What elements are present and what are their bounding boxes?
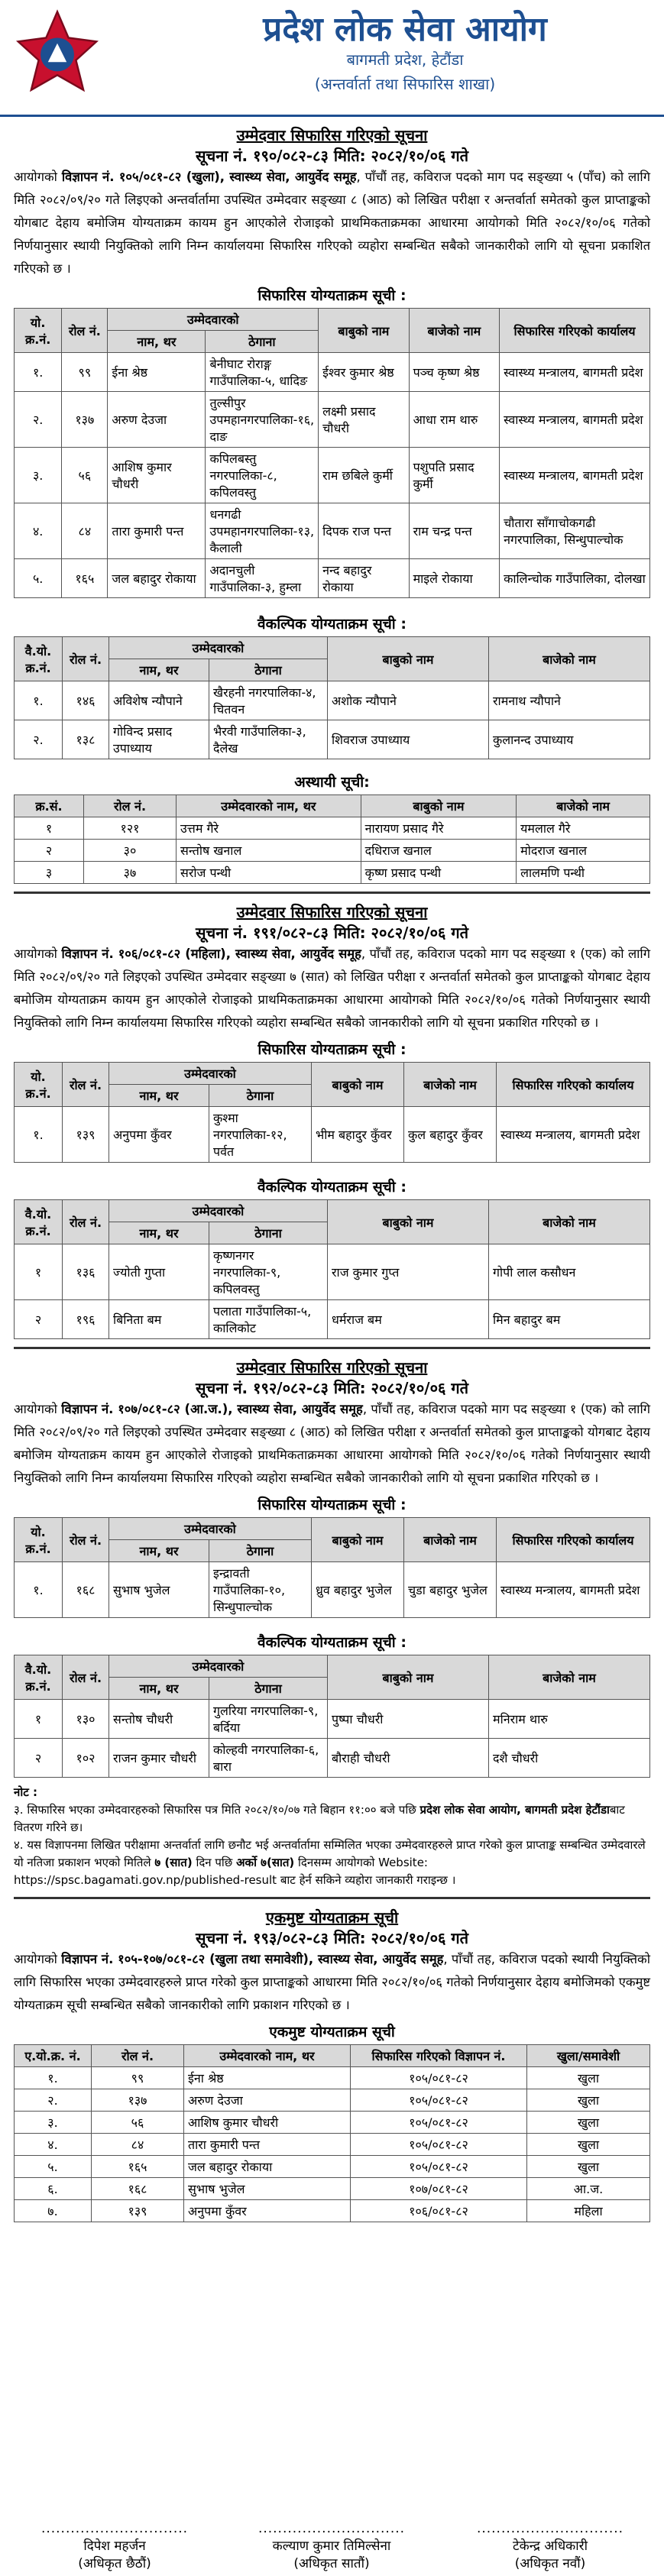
cell-sn: २ <box>15 840 84 862</box>
cell-group: खुला <box>527 2134 650 2156</box>
cell-father: दधिराज खनाल <box>361 840 516 862</box>
cell-gf: मनिराम थारु <box>489 1700 650 1739</box>
cell-name: अविशेष न्यौपाने <box>109 681 209 720</box>
cell-sn: ३. <box>15 448 62 503</box>
table-row <box>15 1300 650 1339</box>
cell-roll: १६८ <box>63 1562 109 1618</box>
notice4-number: सूचना नं. १९३/०८२-८३ मिति: २०८२/१०/०६ गते <box>195 1929 468 1947</box>
divider <box>14 1897 650 1899</box>
cell-addr: धनगढी उपमहानगरपालिका-१३, कैलाली <box>206 503 319 559</box>
cell-name: आशिष कुमार चौधरी <box>184 2112 351 2134</box>
table-row <box>15 1700 650 1739</box>
cell-group: महिला <box>527 2200 650 2222</box>
cell-adv: १०५/०८१-८२ <box>351 2134 527 2156</box>
notice3-number: सूचना नं. १९२/०८२-८३ मिति: २०८२/१०/०६ गते <box>195 1379 468 1397</box>
cell-roll: १६५ <box>62 559 108 598</box>
notes-label: नोट : <box>14 1785 37 1799</box>
cell-father: भीम बहादुर कुँवर <box>312 1107 404 1163</box>
table-row <box>15 720 650 759</box>
cell-name: राजन कुमार चौधरी <box>109 1739 209 1778</box>
cell-roll: १६५ <box>92 2156 184 2178</box>
cell-roll: ३७ <box>84 862 177 884</box>
cell-name: उत्तम गैरे <box>177 817 361 840</box>
header <box>0 0 664 117</box>
cell-roll: १४६ <box>63 681 109 720</box>
org-section: (अन्तर्वार्ता तथा सिफारिस शाखा) <box>314 75 496 93</box>
cell-addr: कुश्मा नगरपालिका-१२, पर्वत <box>209 1107 312 1163</box>
table-row <box>15 1107 650 1163</box>
cell-father: बौराही चौधरी <box>328 1739 489 1778</box>
divider <box>14 1347 650 1349</box>
cell-addr: कृष्णनगर नगरपालिका-९, कपिलवस्तु <box>209 1244 328 1300</box>
cell-group: खुला <box>527 2156 650 2178</box>
notice1-paragraph: आयोगको विज्ञापन नं. १०५/०८१-८२ (खुला), स्वास्थ्य सेवा, आयुर्वेद समूह, पाँचौं तह, कविराज पदको माग पद सङ्ख्या ५ (पाँच) को लागि मिति २०८२/०९/२० गते लिइएको अन्तर्वार्तामा उपस्थित उम्मेदवार सङ्ख्या ८ (आठ) को लिखित परीक्षा र अन्तर्वार्ता समेतको कुल प्राप्ताङ्कको योगबाट देहाय बमोजिम योग्यताक्रम कायम हुन आएकोले रोजाइको प्राथमिकताक्रमका आधारमा आयोगको मिति २०८२/१०/०६ गतेको निर्णयानुसार स्थायी नियुक्तिको लागि निम्न कार्यालयमा सिफारिस गरिएको व्यहोरा सम्बन्धित सबैको जानकारीको लागि यो सूचना प्रकाशित गरिएको छ । <box>14 170 651 276</box>
notice2-number: सूचना नं. १९१/०८२-८३ मिति: २०८२/१०/०६ गते <box>195 924 468 942</box>
table-row <box>15 2112 650 2134</box>
table-row <box>15 2134 650 2156</box>
cell-sn: २. <box>15 392 62 448</box>
cell-roll: १३९ <box>92 2200 184 2222</box>
cell-sn: ५. <box>15 2156 92 2178</box>
cell-office: स्वास्थ्य मन्त्रालय, बागमती प्रदेश <box>497 1107 650 1163</box>
cell-father: नारायण प्रसाद गैरे <box>361 817 516 840</box>
cell-father: राज कुमार गुप्त <box>328 1244 489 1300</box>
notice1-merit-table: यो. क्र.नं. रोल नं. उम्मेदवारको बाबुको नाम बाजेको नाम सिफारिस गरिएको कार्यालय नाम, थर ठेगाना १. ९९ ईना श्रेष्ठ बेनीघाट रोराङ्ग गाउँपालिका-५, धादिङ ईश्वर कुमार श्रेष्ठ पञ्च कृष्ण श्रेष्ठ स्वास्थ्य मन्त्रालय, बागमती प्रदेश २. १३७ अरुण देउजा तुल्सीपुर उपमहानगरपालिका-१६, दाङ लक्ष्मी प्रसाद चौधरी आधा राम थारु स्वास्थ्य मन्त्रालय, बागमती प्रदेश ३. ५६ आशिष कुमार चौधरी कपिलबस्तु नगरपालिका-८, कपिलवस्तु राम छबिले कुर्मी पशुपति प्रसाद कुर्मी स्वास्थ्य मन्त्रालय, बागमती प्रदेश ४. ८४ तारा कुमारी पन्त धनगढी उपमहानगरपालिका-१३, कैलाली दिपक राज पन्त राम चन्द्र पन्त चौतारा साँगाचोकगढी नगरपालिका, सिन्धुपाल्चोक ५. १६५ जल बहादुर रोकाया अदानचुली गाउँपालिका-३, हुम्ला नन्द बहादुर रोकाया माइले रोकाया कालिन्चोक गाउँपालिका, दोलखा <box>14 308 650 598</box>
table-row <box>15 817 650 840</box>
cell-father: अशोक न्यौपाने <box>328 681 489 720</box>
notice4-consolidated-table: ए.यो.क्र. नं. रोल नं. उम्मेदवारको नाम, थर सिफारिस गरिएको विज्ञापन नं. खुला/समावेशी १. ९९ ईना श्रेष्ठ १०५/०८१-८२ खुला २. १३७ अरुण देउजा १०५/०८१-८२ खुला ३. ५६ आशिष कुमार चौधरी १०५/०८१-८२ खुला ४. ८४ तारा कुमारी पन्त १०५/०८१-८२ खुला ५. १६५ जल बहादुर रोकाया १०५/०८१-८२ खुला ६. १६८ सुभाष भुजेल १०७/०८१-८२ आ.ज. ७. १३९ अनुपमा कुँवर १०६/०८१-८२ महिला <box>14 2044 650 2222</box>
cell-roll: ९९ <box>62 353 108 392</box>
cell-name: सन्तोष खनाल <box>177 840 361 862</box>
table-row <box>15 2067 650 2089</box>
table-row <box>15 503 650 559</box>
notice2-merit-table: यो. क्र.नं. रोल नं. उम्मेदवारको बाबुको नाम बाजेको नाम सिफारिस गरिएको कार्यालय नाम, थर ठेगाना १. १३९ अनुपमा कुँवर कुश्मा नगरपालिका-१२, पर्वत भीम बहादुर कुँवर कुल बहादुर कुँवर स्वास्थ्य मन्त्रालय, बागमती प्रदेश <box>14 1062 650 1163</box>
cell-roll: ५६ <box>92 2112 184 2134</box>
notice4-list-title: एकमुष्ट योग्यताक्रम सूची <box>269 2024 395 2040</box>
cell-roll: ९९ <box>92 2067 184 2089</box>
cell-office: स्वास्थ्य मन्त्रालय, बागमती प्रदेश <box>500 448 650 503</box>
cell-gf: गोपी लाल कसौधन <box>489 1244 650 1300</box>
cell-sn: १. <box>15 1562 63 1618</box>
cell-adv: १०५/०८१-८२ <box>351 2112 527 2134</box>
cell-sn: ७. <box>15 2200 92 2222</box>
cell-name: तारा कुमारी पन्त <box>184 2134 351 2156</box>
cell-gf: लालमणि पन्थी <box>517 862 650 884</box>
cell-group: खुला <box>527 2067 650 2089</box>
notice1-alt-title: वैकल्पिक योग्यताक्रम सूची : <box>258 616 406 633</box>
cell-name: तारा कुमारी पन्त <box>108 503 206 559</box>
cell-roll: १३९ <box>63 1107 109 1163</box>
cell-addr: कोल्हवी नगरपालिका-६, बारा <box>209 1739 328 1778</box>
cell-sn: १. <box>15 2067 92 2089</box>
notice4-paragraph: आयोगको विज्ञापन नं. १०५-१०७/०८१-८२ (खुला तथा समावेशी), स्वास्थ्य सेवा, आयुर्वेद समूह, पाँचौं तह, कविराज पदको स्थायी नियुक्तिको लागि सिफारिस भएका उम्मेदवारहरुले प्राप्त गरेको कुल प्राप्ताङ्कको आधारमा मिति २०८२/१०/०६ गतेको निर्णयानुसार देहाय बमोजिमको एकमुष्ट योग्यताक्रम सूची सम्बन्धित सबैको जानकारीको लागि प्रकाशन गरिएको छ । <box>14 1952 650 2012</box>
cell-roll: ५६ <box>62 448 108 503</box>
cell-addr: कपिलबस्तु नगरपालिका-८, कपिलवस्तु <box>206 448 319 503</box>
cell-adv: १०७/०८१-८२ <box>351 2178 527 2200</box>
cell-sn: १. <box>15 1107 63 1163</box>
table-row <box>15 353 650 392</box>
cell-sn: १. <box>15 353 62 392</box>
cell-sn: ४. <box>15 2134 92 2156</box>
signature-1: .............................. दिपेश महर्जन (अधिकृत छैठौं) <box>40 2521 189 2571</box>
cell-roll: १३० <box>63 1700 109 1739</box>
cell-sn: २. <box>15 2089 92 2112</box>
cell-gf: मिन बहादुर बम <box>489 1300 650 1339</box>
cell-roll: १३६ <box>63 1244 109 1300</box>
notice1-number: सूचना नं. १९०/०८२-८३ मिति: २०८२/१०/०६ गते <box>195 147 468 165</box>
table-row <box>15 448 650 503</box>
cell-name: बिनिता बम <box>109 1300 209 1339</box>
notice1-temp-title: अस्थायी सूची: <box>294 774 370 791</box>
table-row <box>15 840 650 862</box>
notice3-title: उम्मेदवार सिफारिस गरिएको सूचना <box>236 1358 428 1377</box>
cell-sn: १. <box>15 681 63 720</box>
notice1-temp-table: क्र.सं. रोल नं. उम्मेदवारको नाम, थर बाबुको नाम बाजेको नाम १ १२१ उत्तम गैरे नारायण प्रसाद गैरे यमलाल गैरे २ ३० सन्तोष खनाल दधिराज खनाल मोदराज खनाल ३ ३७ सरोज पन्थी कृष्ण प्रसाद पन्थी लालमणि पन्थी <box>14 794 650 884</box>
cell-father: धर्मराज बम <box>328 1300 489 1339</box>
signature-row <box>0 2521 664 2574</box>
note-3: ३. सिफारिस भएका उम्मेदवारहरुको सिफारिस पत्र मिति २०८२/१०/०७ गते बिहान ११:०० बजे पछि प्रदेश लोक सेवा आयोग, बागमती प्रदेश हेटौंडाबाट वितरण गरिने छ। <box>14 1803 625 1834</box>
cell-office: स्वास्थ्य मन्त्रालय, बागमती प्रदेश <box>497 1562 650 1618</box>
divider <box>14 892 650 894</box>
cell-name: अरुण देउजा <box>108 392 206 448</box>
cell-adv: १०५/०८१-८२ <box>351 2156 527 2178</box>
cell-sn: ३ <box>15 862 84 884</box>
cell-office: स्वास्थ्य मन्त्रालय, बागमती प्रदेश <box>500 392 650 448</box>
cell-name: अनुपमा कुँवर <box>184 2200 351 2222</box>
cell-adv: १०५/०८१-८२ <box>351 2067 527 2089</box>
cell-sn: ५. <box>15 559 62 598</box>
cell-name: सुभाष भुजेल <box>109 1562 209 1618</box>
cell-gf: कुलानन्द उपाध्याय <box>489 720 650 759</box>
cell-sn: २ <box>15 1739 63 1778</box>
cell-name: ईना श्रेष्ठ <box>184 2067 351 2089</box>
cell-roll: ३० <box>84 840 177 862</box>
cell-office: चौतारा साँगाचोकगढी नगरपालिका, सिन्धुपाल्चोक <box>500 503 650 559</box>
cell-group: खुला <box>527 2089 650 2112</box>
cell-father: ईश्वर कुमार श्रेष्ठ <box>319 353 409 392</box>
cell-sn: २. <box>15 720 63 759</box>
cell-gf: पशुपति प्रसाद कुर्मी <box>409 448 500 503</box>
notes <box>0 1784 664 1889</box>
cell-roll: १६८ <box>92 2178 184 2200</box>
cell-gf: माइले रोकाया <box>409 559 500 598</box>
table-row <box>15 2200 650 2222</box>
cell-addr: पलाता गाउँपालिका-५, कालिकोट <box>209 1300 328 1339</box>
cell-roll: १९६ <box>63 1300 109 1339</box>
cell-name: गोविन्द प्रसाद उपाध्याय <box>109 720 209 759</box>
cell-father: दिपक राज पन्त <box>319 503 409 559</box>
table-row <box>15 1739 650 1778</box>
cell-office: कालिन्चोक गाउँपालिका, दोलखा <box>500 559 650 598</box>
cell-father: लक्ष्मी प्रसाद चौधरी <box>319 392 409 448</box>
cell-gf: दशै चौधरी <box>489 1739 650 1778</box>
signature-2: .............................. कल्याण कुमार तिमिल्सेना (अधिकृत सातौं) <box>258 2521 406 2571</box>
cell-gf: यमलाल गैरे <box>517 817 650 840</box>
cell-name: ज्योती गुप्ता <box>109 1244 209 1300</box>
cell-group: आ.ज. <box>527 2178 650 2200</box>
org-location: बागमती प्रदेश, हेटौंडा <box>346 50 464 69</box>
cell-addr: भैरवी गाउँपालिका-३, दैलेख <box>209 720 328 759</box>
cell-gf: रामनाथ न्यौपाने <box>489 681 650 720</box>
cell-name: आशिष कुमार चौधरी <box>108 448 206 503</box>
emblem-icon <box>11 6 104 99</box>
cell-name: जल बहादुर रोकाया <box>184 2156 351 2178</box>
table-row <box>15 559 650 598</box>
cell-gf: पञ्च कृष्ण श्रेष्ठ <box>409 353 500 392</box>
notice3-merit-table: यो. क्र.नं. रोल नं. उम्मेदवारको बाबुको नाम बाजेको नाम सिफारिस गरिएको कार्यालय नाम, थर ठेगाना १. १६८ सुभाष भुजेल इन्द्रावती गाउँपालिका-१०, सिन्धुपाल्चोक ध्रुव बहादुर भुजेल चुडा बहादुर भुजेल स्वास्थ्य मन्त्रालय, बागमती प्रदेश <box>14 1517 650 1618</box>
table-row <box>15 392 650 448</box>
cell-roll: १३८ <box>63 720 109 759</box>
notice3-paragraph: आयोगको विज्ञापन नं. १०७/०८१-८२ (आ.ज.), स्वास्थ्य सेवा, आयुर्वेद समूह, पाँचौं तह, कविराज पदको माग पद सङ्ख्या १ (एक) को लागि मिति २०८२/०९/२० गते लिइएको उपस्थित उम्मेदवार सङ्ख्या ८ (आठ) को लिखित परीक्षा र अन्तर्वार्ता समेतको कुल प्राप्ताङ्कको योगबाट देहाय बमोजिम योग्यताक्रम कायम हुन आएकोले रोजाइको प्राथमिकताक्रमका आधारमा आयोगको मिति २०८२/१०/०६ गतेको निर्णयानुसार स्थायी नियुक्तिको लागि निम्न कार्यालयमा सिफारिस गरिएको व्यहोरा सम्बन्धित सबैको जानकारीको लागि यो सूचना प्रकाशित गरिएको छ । <box>14 1402 651 1485</box>
org-title: प्रदेश लोक सेवा आयोग <box>263 10 547 49</box>
cell-roll: ८४ <box>92 2134 184 2156</box>
notice2-paragraph: आयोगको विज्ञापन नं. १०६/०८१-८२ (महिला), स्वास्थ्य सेवा, आयुर्वेद समूह, पाँचौं तह, कविराज पदको माग पद सङ्ख्या १ (एक) को लागि मिति २०८२/०९/२० गते लिइएको उपस्थित उम्मेदवार सङ्ख्या ७ (सात) को लिखित परीक्षा र अन्तर्वार्ता समेतको कुल प्राप्ताङ्कको योगबाट देहाय बमोजिम योग्यताक्रम कायम हुन आएकोले रोजाइको प्राथमिकताक्रमका आधारमा आयोगको मिति २०८२/१०/०६ गतेको निर्णयानुसार स्थायी नियुक्तिको लागि निम्न कार्यालयमा सिफारिस गरिएको व्यहोरा सम्बन्धित सबैको जानकारीको लागि यो सूचना प्रकाशित गरिएको छ । <box>14 947 650 1030</box>
cell-roll: १३७ <box>92 2089 184 2112</box>
cell-roll: १०२ <box>63 1739 109 1778</box>
cell-addr: बेनीघाट रोराङ्ग गाउँपालिका-५, धादिङ <box>206 353 319 392</box>
cell-name: जल बहादुर रोकाया <box>108 559 206 598</box>
cell-sn: १ <box>15 1244 63 1300</box>
table-row <box>15 2156 650 2178</box>
notice3-alt-title: वैकल्पिक योग्यताक्रम सूची : <box>258 1634 406 1651</box>
cell-father: कृष्ण प्रसाद पन्थी <box>361 862 516 884</box>
notice3-merit-title: सिफारिस योग्यताक्रम सूची : <box>258 1497 406 1513</box>
cell-sn: २ <box>15 1300 63 1339</box>
table-row <box>15 1244 650 1300</box>
cell-father: शिवराज उपाध्याय <box>328 720 489 759</box>
table-row <box>15 681 650 720</box>
note-4: ४. यस विज्ञापनमा लिखित परीक्षामा अन्तर्वार्ता लागि छनौट भई अन्तर्वार्तामा सम्मिलित भएका उम्मेदवारहरुले प्राप्त गरेको कुल प्राप्ताङ्क सम्बन्धित उम्मेदवारले यो नतिजा प्रकाशन भएको मितिले ७ (सात) दिन पछि अर्को ७(सात) दिनसम्म आयोगको Website: https://spsc.bagamati.gov.np/published-result बाट हेर्न सकिने व्यहोरा जानकारी गराइन्छ । <box>14 1838 646 1887</box>
cell-office: स्वास्थ्य मन्त्रालय, बागमती प्रदेश <box>500 353 650 392</box>
cell-adv: १०६/०८१-८२ <box>351 2200 527 2222</box>
cell-addr: गुलरिया नगरपालिका-९, बर्दिया <box>209 1700 328 1739</box>
cell-name: सरोज पन्थी <box>177 862 361 884</box>
cell-adv: १०५/०८१-८२ <box>351 2089 527 2112</box>
notice2-merit-title: सिफारिस योग्यताक्रम सूची : <box>258 1041 406 1058</box>
notice1-alt-table: वै.यो. क्र.नं. रोल नं. उम्मेदवारको बाबुको नाम बाजेको नाम नाम, थर ठेगाना १. १४६ अविशेष न्यौपाने खैरहनी नगरपालिका-४, चितवन अशोक न्यौपाने रामनाथ न्यौपाने २. १३८ गोविन्द प्रसाद उपाध्याय भैरवी गाउँपालिका-३, दैलेख शिवराज उपाध्याय कुलानन्द उपाध्याय <box>14 636 650 759</box>
cell-gf: राम चन्द्र पन्त <box>409 503 500 559</box>
table-row <box>15 2178 650 2200</box>
cell-roll: १२१ <box>84 817 177 840</box>
cell-addr: खैरहनी नगरपालिका-४, चितवन <box>209 681 328 720</box>
cell-name: अनुपमा कुँवर <box>109 1107 209 1163</box>
notice2-alt-table: वै.यो. क्र.नं. रोल नं. उम्मेदवारको बाबुको नाम बाजेको नाम नाम, थर ठेगाना १ १३६ ज्योती गुप्ता कृष्णनगर नगरपालिका-९, कपिलवस्तु राज कुमार गुप्त गोपी लाल कसौधन २ १९६ बिनिता बम पलाता गाउँपालिका-५, कालिकोट धर्मराज बम मिन बहादुर बम <box>14 1199 650 1339</box>
cell-gf: कुल बहादुर कुँवर <box>404 1107 497 1163</box>
table-row <box>15 2089 650 2112</box>
cell-group: खुला <box>527 2112 650 2134</box>
cell-sn: १ <box>15 817 84 840</box>
cell-roll: १३७ <box>62 392 108 448</box>
cell-roll: ८४ <box>62 503 108 559</box>
cell-father: नन्द बहादुर रोकाया <box>319 559 409 598</box>
table-row <box>15 862 650 884</box>
cell-father: राम छबिले कुर्मी <box>319 448 409 503</box>
signature-3: .............................. टेकेन्द्र अधिकारी (अधिकृत नवौं) <box>476 2521 624 2571</box>
notice1-title: उम्मेदवार सिफारिस गरिएको सूचना <box>236 126 428 144</box>
cell-name: ईना श्रेष्ठ <box>108 353 206 392</box>
cell-gf: आधा राम थारु <box>409 392 500 448</box>
notice1-merit-title: सिफारिस योग्यताक्रम सूची : <box>258 287 406 304</box>
cell-addr: अदानचुली गाउँपालिका-३, हुम्ला <box>206 559 319 598</box>
cell-sn: ४. <box>15 503 62 559</box>
notice2-title: उम्मेदवार सिफारिस गरिएको सूचना <box>236 903 428 921</box>
notice2-alt-title: वैकल्पिक योग्यताक्रम सूची : <box>258 1179 406 1196</box>
cell-addr: तुल्सीपुर उपमहानगरपालिका-१६, दाङ <box>206 392 319 448</box>
cell-sn: १ <box>15 1700 63 1739</box>
cell-gf: चुडा बहादुर भुजेल <box>404 1562 497 1618</box>
cell-name: सुभाष भुजेल <box>184 2178 351 2200</box>
cell-sn: ३. <box>15 2112 92 2134</box>
cell-name: अरुण देउजा <box>184 2089 351 2112</box>
cell-father: ध्रुव बहादुर भुजेल <box>312 1562 404 1618</box>
notice4-title: एकमुष्ट योग्यताक्रम सूची <box>265 1908 399 1927</box>
cell-father: पुष्पा चौधरी <box>328 1700 489 1739</box>
cell-sn: ६. <box>15 2178 92 2200</box>
cell-name: सन्तोष चौधरी <box>109 1700 209 1739</box>
cell-gf: मोदराज खनाल <box>517 840 650 862</box>
table-row <box>15 1562 650 1618</box>
cell-addr: इन्द्रावती गाउँपालिका-१०, सिन्धुपाल्चोक <box>209 1562 312 1618</box>
notice3-alt-table: वै.यो. क्र.नं. रोल नं. उम्मेदवारको बाबुको नाम बाजेको नाम नाम, थर ठेगाना १ १३० सन्तोष चौधरी गुलरिया नगरपालिका-९, बर्दिया पुष्पा चौधरी मनिराम थारु २ १०२ राजन कुमार चौधरी कोल्हवी नगरपालिका-६, बारा बौराही चौधरी दशै चौधरी <box>14 1655 650 1778</box>
